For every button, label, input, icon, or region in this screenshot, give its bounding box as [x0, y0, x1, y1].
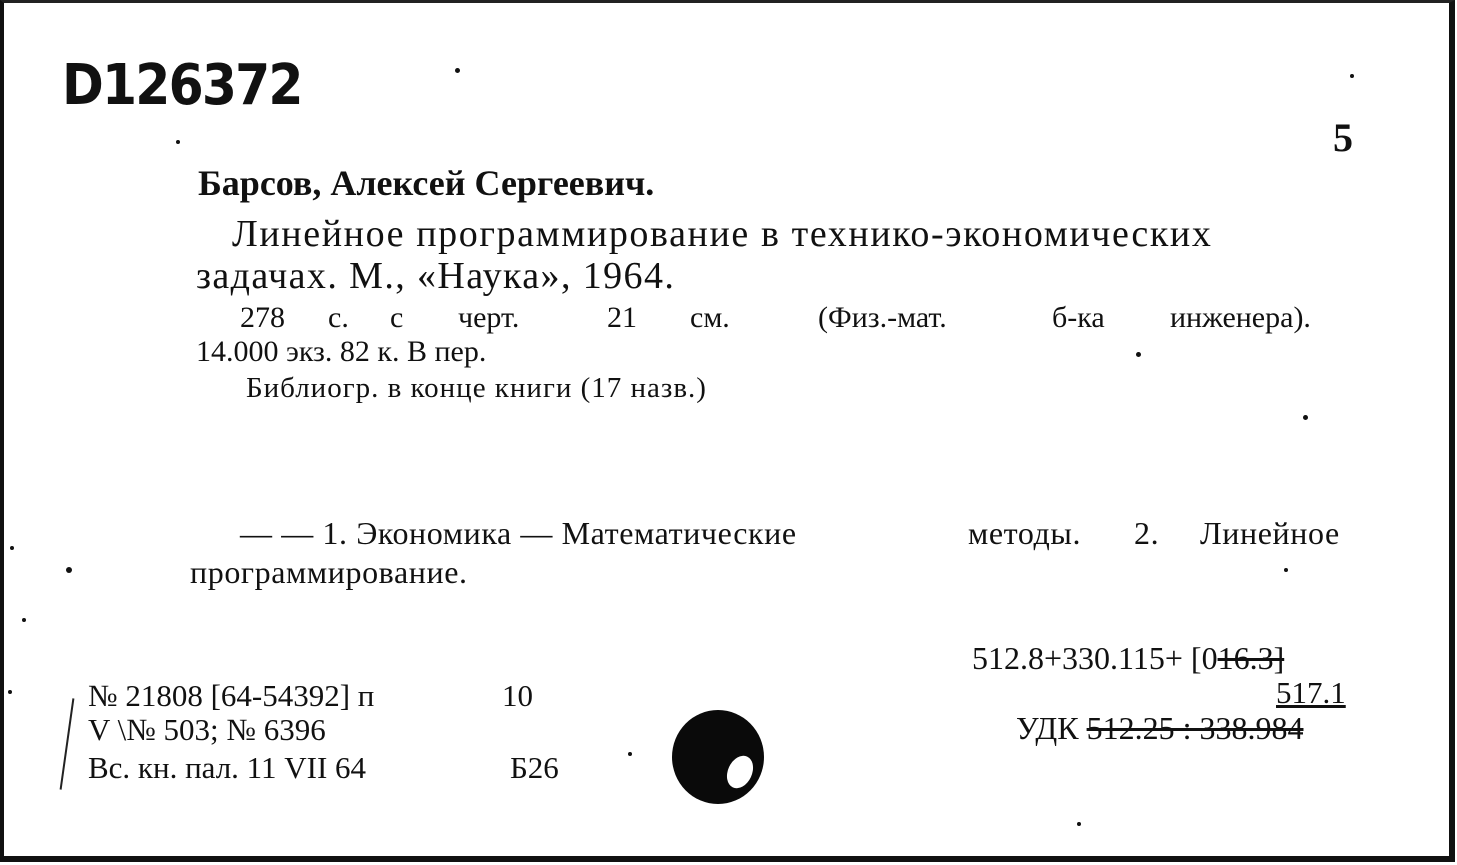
card-number: 5: [1333, 115, 1353, 160]
accession-code: Б26: [510, 750, 559, 785]
collation-word: 278: [240, 301, 285, 334]
udc-struck-code: 512.25 : 338.984: [1086, 710, 1304, 746]
speck: [1136, 352, 1141, 357]
speck: [1077, 822, 1081, 826]
collation-word: (Физ.-мат.: [818, 301, 947, 334]
collation-word: с.: [328, 301, 349, 334]
subjects-segment: 2.: [1134, 515, 1160, 551]
author-heading: Барсов, Алексей Сергеевич.: [198, 163, 655, 203]
subjects-segment: Линейное: [1200, 515, 1340, 551]
collation-word: черт.: [458, 301, 520, 334]
speck: [628, 752, 632, 756]
udc-line: [1016, 712, 1303, 744]
title-line-2: задачах. М., «Наука», 1964.: [196, 255, 676, 297]
punch-hole: [672, 710, 764, 804]
title-line-1: Линейное программирование в технико-экономических: [232, 213, 1213, 255]
speck: [66, 567, 72, 573]
subjects-segment: — — 1. Экономика — Математические: [240, 515, 797, 551]
accession-count: 10: [502, 678, 533, 713]
bibliography-note: Библиогр. в конце книги (17 назв.): [246, 372, 707, 404]
subjects-line-2: программирование.: [190, 554, 468, 590]
collation-word: инженера).: [1170, 301, 1311, 334]
classification-line-2: 517.1: [1276, 675, 1346, 710]
accession-line-3: Вс. кн. пал. 11 VII 64: [88, 750, 367, 785]
collation-word: см.: [690, 301, 730, 334]
speck: [22, 618, 26, 622]
speck: [1284, 568, 1288, 572]
subjects-segment: методы.: [968, 515, 1082, 551]
classification-line-1: [972, 642, 1284, 674]
collation-word: б-ка: [1052, 301, 1105, 334]
accession-line-2: V \№ 503; № 6396: [88, 712, 326, 747]
speck: [176, 140, 180, 144]
classification-struck-code: 16.3]: [1217, 640, 1285, 676]
collation-word: с: [390, 301, 404, 334]
collation-line-2: 14.000 экз. 82 к. В пер.: [196, 335, 487, 368]
speck: [8, 690, 12, 694]
speck: [1350, 74, 1354, 78]
speck: [455, 68, 460, 73]
accession-line-1: № 21808 [64-54392] п: [88, 678, 375, 713]
classification-code: 512.8+330.115+ [0: [972, 640, 1218, 676]
card-id-stamp: D126372: [62, 53, 302, 118]
speck: [10, 546, 14, 550]
speck: [1303, 415, 1308, 420]
collation-word: 21: [607, 301, 637, 334]
udc-label: УДК: [1016, 710, 1087, 746]
